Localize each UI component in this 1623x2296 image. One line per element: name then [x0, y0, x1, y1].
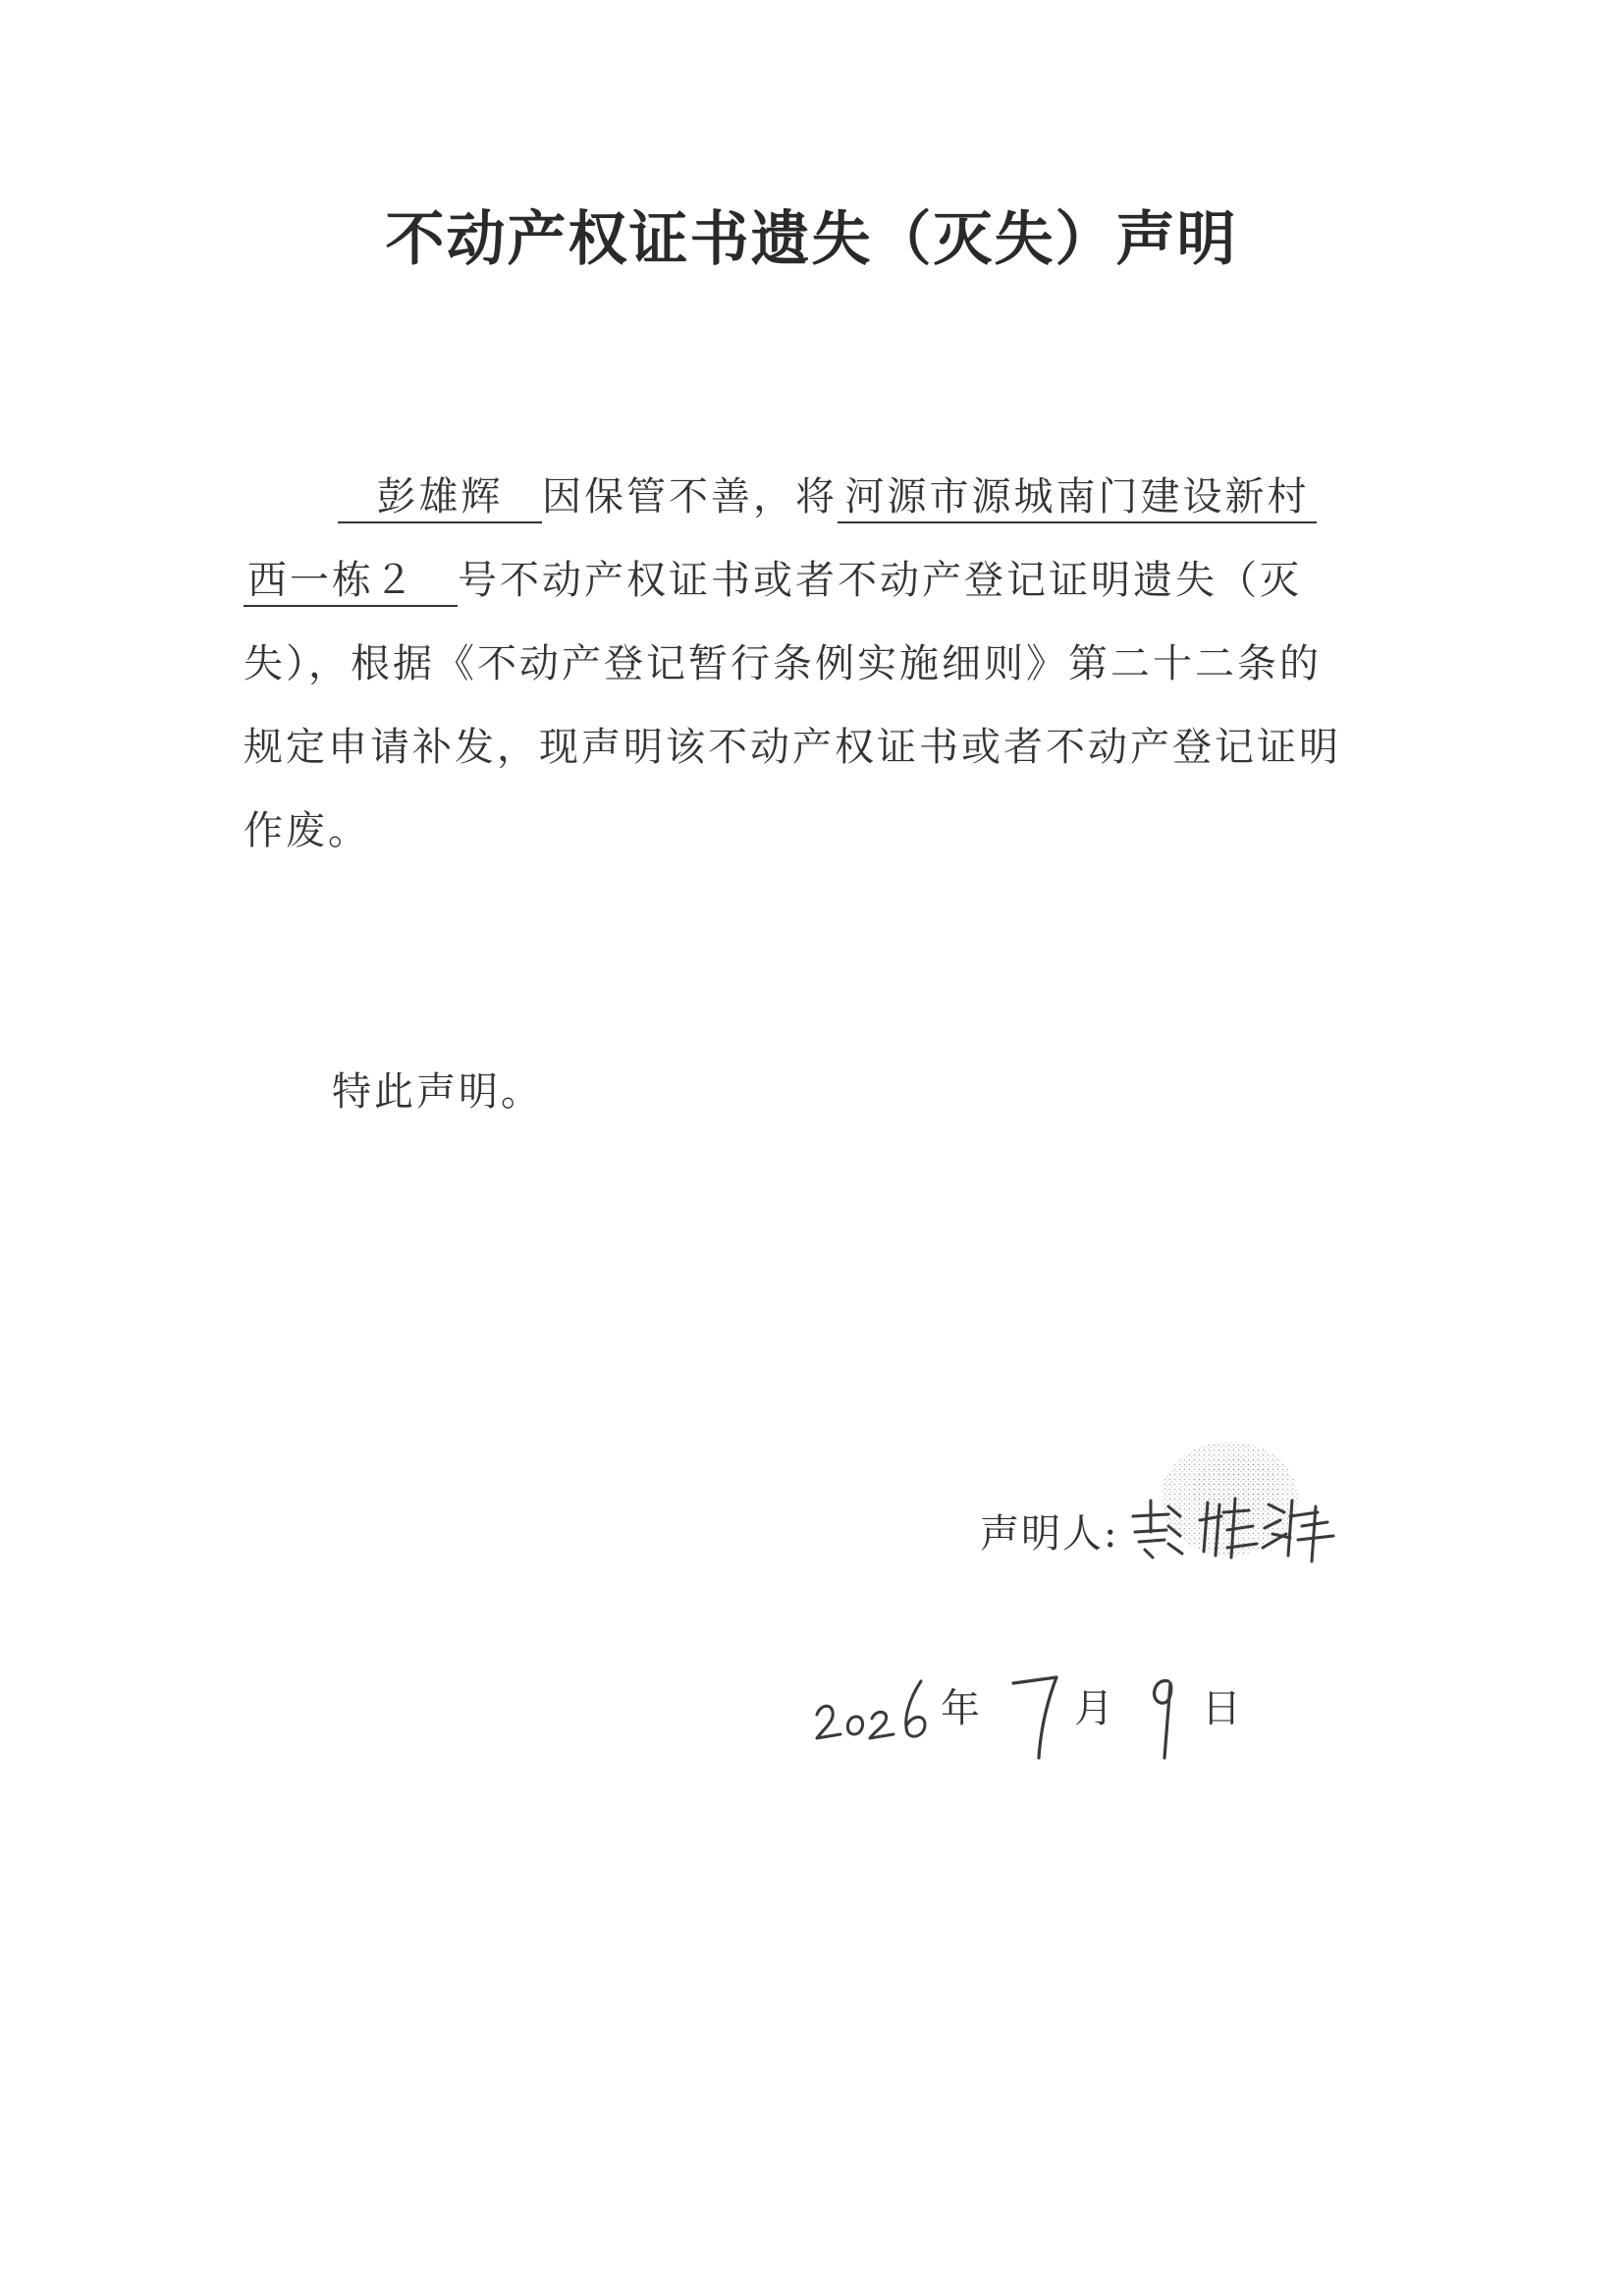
- statement-text-2: 号不动产权证书或者不动产登记证明遗失（灭: [458, 558, 1302, 603]
- statement-line-3: 失），根据《不动产登记暂行条例实施细则》第二十二条的: [243, 641, 1322, 686]
- handwritten-year: [811, 1660, 939, 1758]
- statement-text-1: 因保管不善，将: [542, 474, 838, 519]
- signature-text: [980, 1481, 981, 1482]
- statement-line-4: 规定申请补发，现声明该不动产权证书或者不动产登记证明: [243, 725, 1341, 770]
- statement-line-1: [243, 456, 1392, 539]
- handwritten-signature: [1125, 1487, 1361, 1565]
- signing-date: [811, 1660, 1282, 1768]
- document-title: 不动产权证书遗失（灭失）声明: [385, 205, 1238, 274]
- declarant-row: [980, 1481, 1432, 1569]
- address-field-part-1: 河源市源城南门建设新村: [838, 472, 1317, 523]
- year-unit: 年: [941, 1686, 980, 1731]
- statement-line-5: 作废。: [243, 808, 370, 853]
- day-unit: 日: [1202, 1686, 1241, 1731]
- month-unit: 月: [1074, 1686, 1113, 1731]
- handwritten-month: [1003, 1660, 1072, 1768]
- statement-line-2: [243, 539, 1392, 623]
- statement-body: [243, 456, 1392, 873]
- handwritten-day: [1133, 1660, 1192, 1768]
- declarant-label: 声明人:: [980, 1511, 1119, 1557]
- address-field-part-2: 西一栋２: [243, 556, 458, 607]
- closing-text: 特此声明。: [332, 1069, 543, 1115]
- declarant-name-field: 彭雄辉: [338, 472, 542, 523]
